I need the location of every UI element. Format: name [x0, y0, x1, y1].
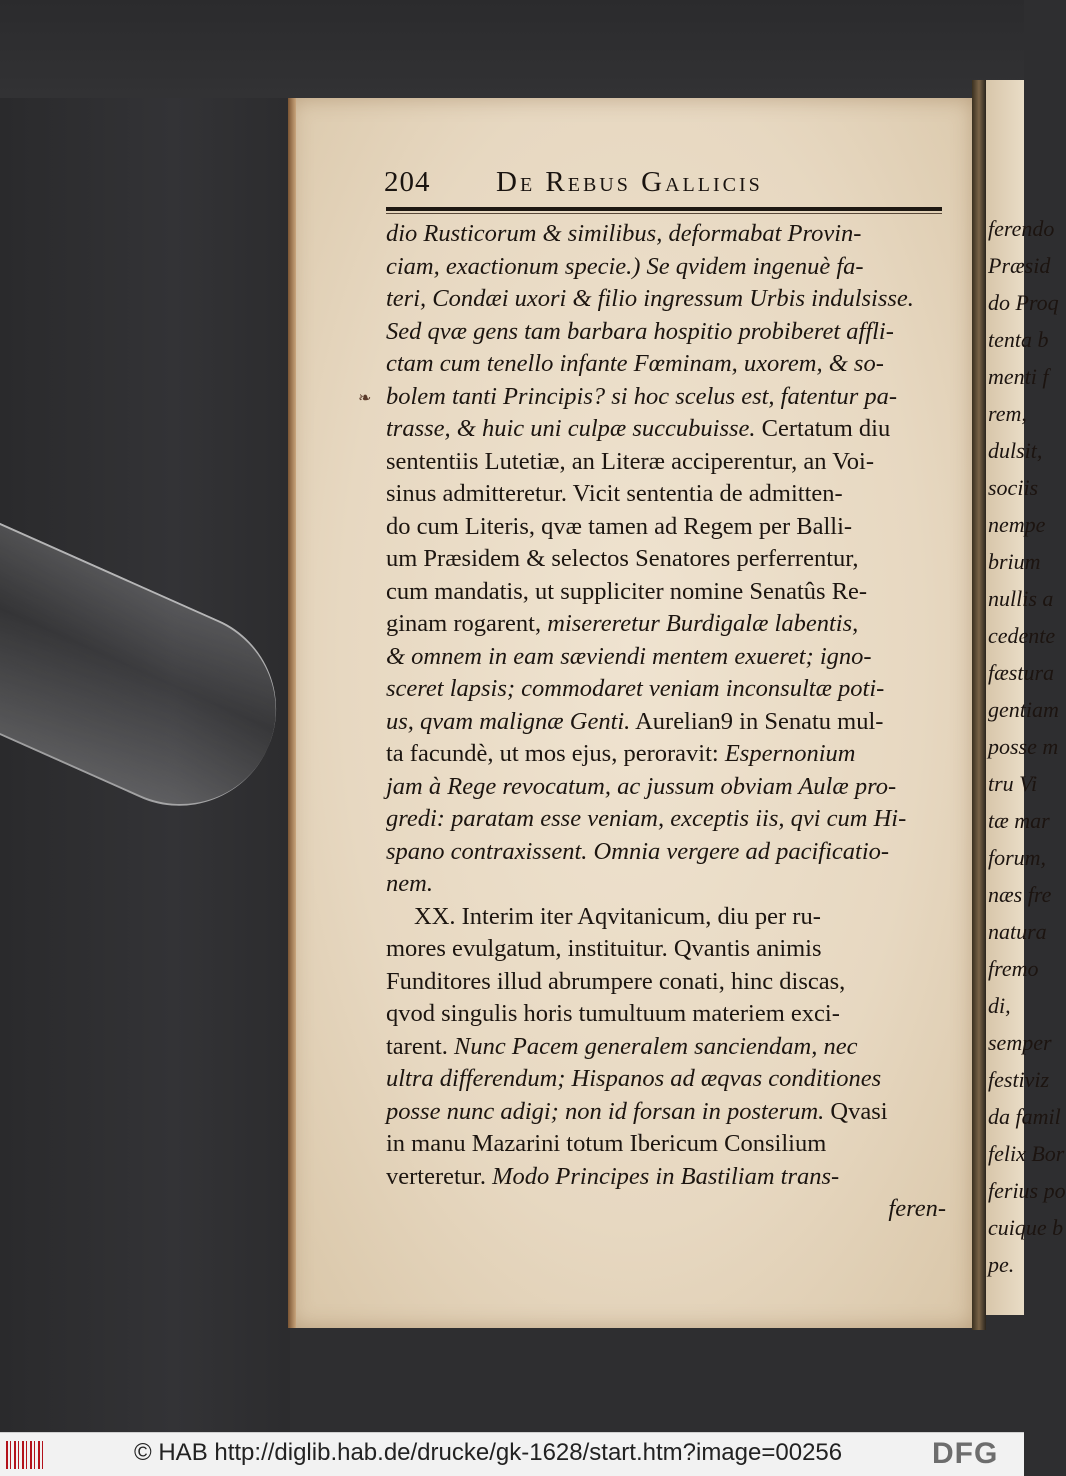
text-line: [386, 478, 946, 511]
italic-span: & omnem in eam sæviendi mentem exueret; igno-: [386, 642, 872, 670]
facing-page-edge: [986, 80, 1066, 1315]
roman-span: ta facundè, ut mos ejus, peroravit:: [386, 740, 725, 767]
facing-page-fragment: tæ mar: [988, 808, 1050, 833]
italic-span: ctam cum tenello infante Fœminam, uxorem, & so-: [386, 350, 884, 377]
text-line: [386, 673, 946, 706]
facing-page-fragment: forum,: [988, 845, 1047, 870]
roman-span: sententiis Lutetiæ, an Literæ acciperentur, an Voi-: [386, 447, 874, 475]
page-number: 204: [384, 166, 431, 198]
facing-page-fragment: tru Vi: [988, 771, 1038, 796]
header-rule: [386, 207, 942, 211]
italic-span: nem.: [386, 870, 433, 897]
text-line: [386, 316, 946, 349]
facing-page-fragment: rem,: [988, 401, 1027, 426]
roman-span: Funditores illud abrumpere conati, hinc discas,: [386, 967, 846, 995]
facing-page-fragment: festiviz: [988, 1067, 1050, 1092]
text-line: [386, 706, 946, 739]
running-title: De Rebus Gallicis: [496, 166, 763, 198]
roman-span: um Præsidem & selectos Senatores perferrentur,: [386, 545, 859, 572]
facing-page-fragment: næs fre: [988, 882, 1052, 907]
text-line: [386, 381, 946, 414]
text-line: [386, 576, 946, 609]
italic-span: ciam, exactionum specie.) Se qvidem ingenuè fa-: [386, 252, 864, 280]
text-line: [386, 1031, 946, 1064]
text-line: [386, 1161, 946, 1194]
roman-span: XX. Interim iter Aqvitanicum, diu per ru-: [414, 902, 821, 930]
text-line: [386, 251, 946, 284]
text-line: [386, 933, 946, 966]
facing-page-fragment: sociis: [988, 475, 1039, 500]
facing-page-fragment: ferius po: [988, 1178, 1066, 1203]
text-line: [386, 1063, 946, 1096]
facing-page-fragment: cedente: [988, 623, 1056, 648]
body-text: [386, 218, 946, 1226]
text-line: [386, 1128, 946, 1161]
roman-span: in manu Mazarini totum Ibericum Consilium: [386, 1130, 827, 1157]
roman-span: do cum Literis, qvæ tamen ad Regem per Balli-: [386, 512, 853, 540]
italic-span: ultra differendum; Hispanos ad æqvas conditiones: [386, 1065, 882, 1092]
facing-page-fragment: brium: [988, 549, 1041, 574]
facing-page-fragment: pe.: [988, 1252, 1015, 1277]
text-line: [386, 413, 946, 446]
italic-span: teri, Condæi uxori & filio ingressum Urbis indulsisse.: [386, 285, 914, 312]
facing-page-fragment: gentiam: [988, 697, 1059, 722]
dfg-logo: DFG: [932, 1437, 999, 1470]
italic-span: trasse, & huic uni culpæ succubuisse.: [386, 415, 756, 442]
roman-span: Qvasi: [824, 1097, 888, 1125]
text-line: [386, 348, 946, 381]
italic-span: posse nunc adigi; non id forsan in posterum.: [386, 1097, 825, 1125]
italic-span: bolem tanti Principis? si hoc scelus est, fatentur pa-: [386, 382, 898, 410]
image-credit-url[interactable]: © HAB http://diglib.hab.de/drucke/gk-1628/start.htm?image=00256: [134, 1439, 843, 1466]
text-line: [386, 771, 946, 804]
text-line: [386, 446, 946, 479]
facing-page-fragment: natura: [988, 919, 1047, 944]
text-line: [386, 543, 946, 576]
facing-page-fragment: nempe: [988, 512, 1046, 537]
facing-page-fragment: cuique b: [988, 1215, 1064, 1240]
text-line: [386, 1096, 946, 1129]
header-rule-thin: [386, 213, 942, 214]
text-line: [386, 868, 946, 901]
hab-barcode-icon: [6, 1441, 46, 1469]
roman-span: cum mandatis, ut suppliciter nomine Senatûs Re-: [386, 577, 868, 605]
text-line: [386, 1193, 946, 1226]
roman-span: Aurelian9 in Senatu mul-: [630, 707, 884, 735]
text-line: [386, 998, 946, 1031]
roman-span: verteretur.: [386, 1162, 493, 1190]
roman-span: qvod singulis horis tumultuum materiem exci-: [386, 1000, 840, 1027]
text-line: [386, 218, 946, 251]
facing-page-fragment: semper: [988, 1030, 1052, 1055]
italic-span: feren-: [888, 1195, 946, 1222]
facing-page-fragment: fæstura: [988, 660, 1055, 685]
text-line: [386, 966, 946, 999]
facing-page-fragment: Præsid: [988, 253, 1051, 278]
text-line: [386, 901, 946, 934]
text-line: [386, 511, 946, 544]
page-edge: [288, 98, 296, 1328]
text-line: [386, 641, 946, 674]
text-line: [386, 836, 946, 869]
italic-span: misereretur Burdigalæ labentis,: [547, 610, 859, 637]
text-line: [386, 283, 946, 316]
roman-span: mores evulgatum, instituitur. Qvantis animis: [386, 935, 822, 962]
facing-page-fragment: do Proq: [988, 290, 1059, 315]
facing-page-fragment: tenta b: [988, 327, 1049, 352]
facing-page-fragment: posse m: [988, 734, 1059, 759]
italic-span: jam à Rege revocatum, ac jussum obviam Aulæ pro-: [386, 772, 897, 800]
facing-page-fragment: menti f: [988, 364, 1049, 389]
roman-span: sinus admitteretur. Vicit sententia de admitten-: [386, 480, 843, 507]
italic-span: gredi: paratam esse veniam, exceptis iis, qvi cum Hi-: [386, 805, 907, 832]
roman-span: tarent.: [386, 1032, 455, 1060]
facing-page-fragment: di,: [988, 993, 1011, 1018]
dark-background-top: [0, 0, 1024, 98]
text-line: [386, 608, 946, 641]
facing-page-fragment: nullis a: [988, 586, 1054, 611]
book-gutter: [972, 80, 986, 1330]
footer-bar: [0, 1432, 1024, 1476]
facing-page-fragment: fremo: [988, 956, 1039, 981]
facing-page-fragment: dulsit,: [988, 438, 1043, 463]
italic-span: spano contraxissent. Omnia vergere ad pacificatio-: [386, 837, 890, 865]
italic-span: dio Rusticorum & similibus, deformabat Provin-: [386, 220, 862, 247]
italic-span: us, qvam malignæ Genti.: [386, 707, 631, 735]
facing-page-fragment: felix Bor: [988, 1141, 1065, 1166]
text-line: [386, 803, 946, 836]
italic-span: Sed qvæ gens tam barbara hospitio probiberet affli-: [386, 317, 894, 345]
italic-span: Nunc Pacem generalem sanciendam, nec: [454, 1032, 858, 1060]
margin-mark-icon: ❧: [358, 390, 372, 407]
text-line: [386, 738, 946, 771]
facing-page-fragment: ferendo: [988, 216, 1055, 241]
italic-span: sceret lapsis; commodaret veniam inconsultæ poti-: [386, 675, 885, 702]
roman-span: ginam rogarent,: [386, 610, 548, 637]
facing-page-fragment: da famil: [988, 1104, 1061, 1129]
roman-span: Certatum diu: [755, 415, 891, 442]
italic-span: Espernonium: [724, 740, 856, 767]
italic-span: Modo Principes in Bastiliam trans-: [492, 1162, 840, 1190]
page-header: [384, 166, 944, 206]
